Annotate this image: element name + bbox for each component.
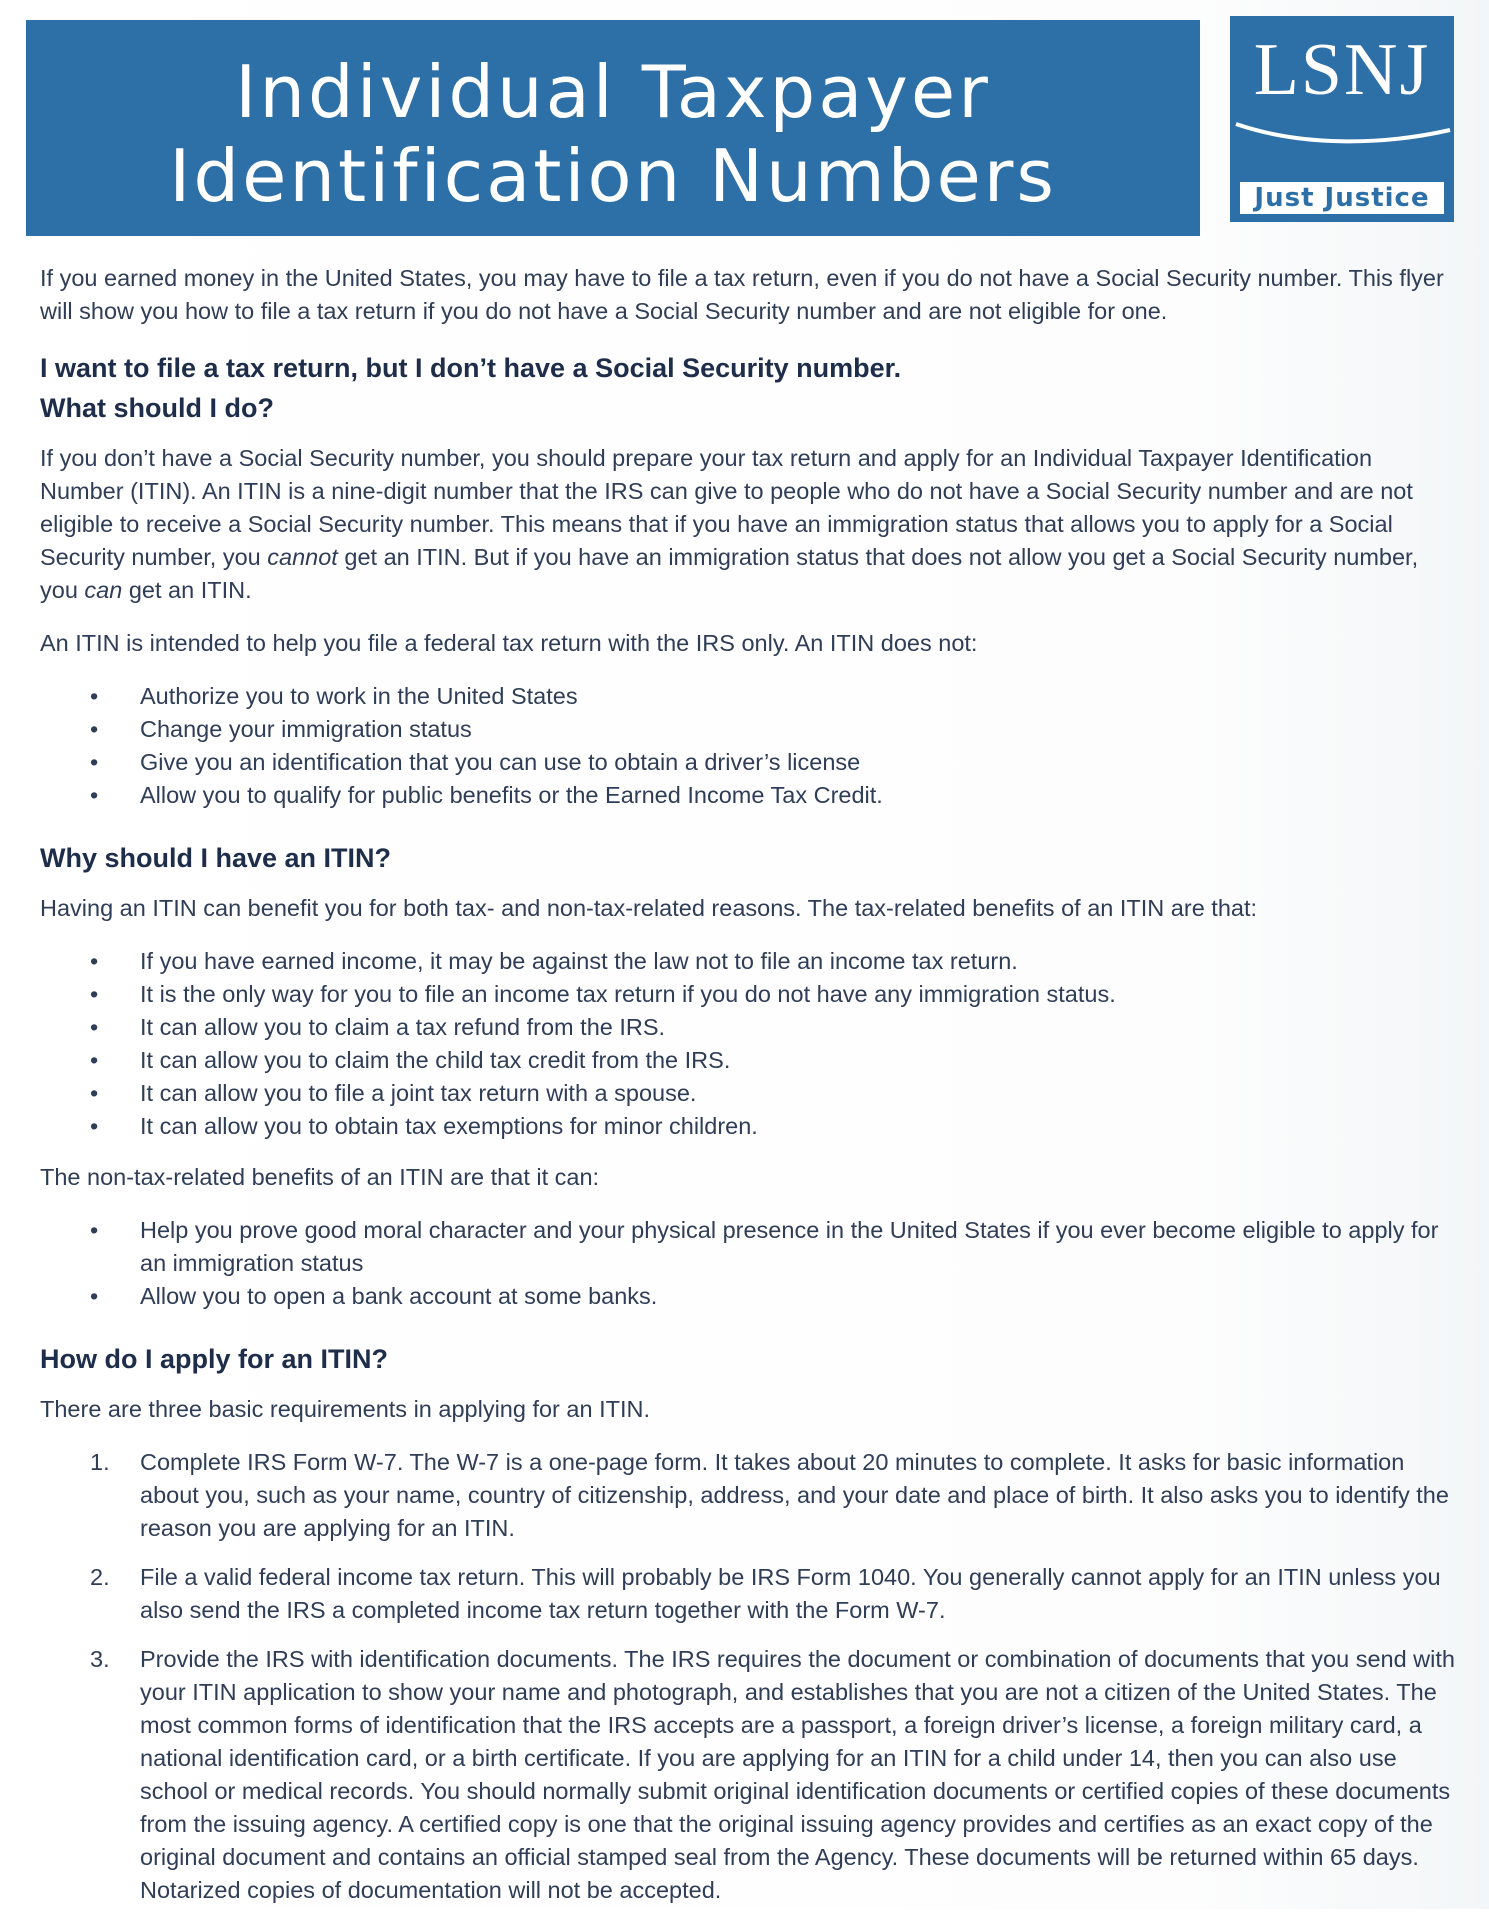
list-item <box>90 978 1460 1011</box>
list-item-text: Change your immigration status <box>140 716 472 742</box>
lsnj-logo <box>1230 16 1454 222</box>
bullet-icon: • <box>90 1283 99 1309</box>
list-item-text: It can allow you to claim the child tax credit from the IRS. <box>140 1047 731 1073</box>
tax-benefits-list <box>40 945 1460 1143</box>
intro-paragraph: If you earned money in the United States, you may have to file a tax return, even if you do not have a Social Security number. This flyer will show you how to file a tax return if you do not have a Social Security number and are not eligible for one. <box>40 265 1444 324</box>
list-item <box>90 746 1460 779</box>
section-2-heading: Why should I have an ITIN? <box>40 843 392 873</box>
bullet-icon: • <box>90 1217 99 1243</box>
non-tax-benefits-intro: The non-tax-related benefits of an ITIN are that it can: <box>40 1164 600 1190</box>
numbered-item <box>90 1446 1460 1545</box>
bullet-icon: • <box>90 683 99 709</box>
bullet-icon: • <box>90 1080 99 1106</box>
itin-definition-emphasis-can: can <box>84 577 123 603</box>
section-1-heading-line-2: What should I do? <box>40 393 274 423</box>
non-tax-benefits-list <box>40 1214 1460 1313</box>
list-item-text: Allow you to open a bank account at some banks. <box>140 1283 658 1309</box>
numbered-item-text: File a valid federal income tax return. This will probably be IRS Form 1040. You generally cannot apply for an ITIN unless you also send the IRS a completed income tax return together with the Form W-7. <box>140 1564 1441 1623</box>
list-item <box>90 713 1460 746</box>
title-banner <box>26 20 1200 236</box>
item-number: 2. <box>90 1564 110 1590</box>
list-item <box>90 945 1460 978</box>
logo-wordmark: LSNJ <box>1253 29 1431 111</box>
itin-definition-emphasis-cannot: cannot <box>267 544 338 570</box>
list-item <box>90 1214 1460 1280</box>
numbered-item <box>90 1643 1460 1907</box>
item-number: 3. <box>90 1646 110 1672</box>
list-item-text: Give you an identification that you can use to obtain a driver’s license <box>140 749 861 775</box>
itin-definition-paragraph <box>40 442 1460 607</box>
bullet-icon: • <box>90 716 99 742</box>
logo-tagline: Just Justice <box>1238 180 1446 216</box>
logo-swoosh-icon <box>1230 116 1454 156</box>
item-number: 1. <box>90 1449 110 1475</box>
title-line-1: Individual Taxpayer <box>235 50 991 134</box>
section-1-heading-line-1: I want to file a tax return, but I don’t have a Social Security number. <box>40 353 902 383</box>
tax-benefits-intro: Having an ITIN can benefit you for both tax- and non-tax-related reasons. The tax-related benefits of an ITIN are that: <box>40 895 1258 921</box>
itin-definition-text-b: get an ITIN. But if you have an immigration status that does not allow you get a Social Security number, you <box>40 544 1419 603</box>
bullet-icon: • <box>90 782 99 808</box>
document-body <box>40 262 1460 1923</box>
title-line-2: Identification Numbers <box>169 134 1057 218</box>
list-item <box>90 1110 1460 1143</box>
list-item <box>90 1077 1460 1110</box>
list-item-text: It can allow you to file a joint tax return with a spouse. <box>140 1080 697 1106</box>
requirements-list <box>40 1446 1460 1907</box>
numbered-item-text: Provide the IRS with identification documents. The IRS requires the document or combination of documents that you send with your ITIN application to show your name and photograph, and establishes that you are not a citizen of the United States. The most common forms of identification that the IRS accepts are a passport, a foreign driver’s license, a foreign military card, a national identification card, or a birth certificate. If you are applying for an ITIN for a child under 14, then you can also use school or medical records. You should normally submit original identification documents or certified copies of these documents from the issuing agency. A certified copy is one that the original issuing agency provides and certifies as an exact copy of the original document and contains an official stamped seal from the Agency. These documents will be returned within 65 days. Notarized copies of documentation will not be accepted. <box>140 1646 1455 1903</box>
requirements-intro: There are three basic requirements in applying for an ITIN. <box>40 1396 650 1422</box>
bullet-icon: • <box>90 981 99 1007</box>
list-item-text: If you have earned income, it may be against the law not to file an income tax return. <box>140 948 1018 974</box>
section-1-heading <box>40 348 1460 428</box>
bullet-icon: • <box>90 1047 99 1073</box>
bullet-icon: • <box>90 1014 99 1040</box>
list-item-text: Allow you to qualify for public benefits or the Earned Income Tax Credit. <box>140 782 883 808</box>
list-item <box>90 1011 1460 1044</box>
itin-definition-text-a: If you don’t have a Social Security number, you should prepare your tax return and apply for an Individual Taxpayer Identification Number (ITIN). An ITIN is a nine-digit number that the IRS can give to people who do not have a Social Security number and are not eligible to receive a Social Security number. This means that if you have an immigration status that allows you to apply for a Social Security number, you <box>40 445 1413 570</box>
bullet-icon: • <box>90 948 99 974</box>
itin-does-not-list <box>40 680 1460 812</box>
list-item <box>90 1044 1460 1077</box>
section-3-heading: How do I apply for an ITIN? <box>40 1344 388 1374</box>
list-item-text: It can allow you to obtain tax exemptions for minor children. <box>140 1113 758 1139</box>
list-item-text: Authorize you to work in the United States <box>140 683 578 709</box>
bullet-icon: • <box>90 749 99 775</box>
list-item <box>90 680 1460 713</box>
numbered-item <box>90 1561 1460 1627</box>
list-item <box>90 779 1460 812</box>
bullet-icon: • <box>90 1113 99 1139</box>
itin-does-not-paragraph: An ITIN is intended to help you file a federal tax return with the IRS only. An ITIN does not: <box>40 630 978 656</box>
list-item-text: It is the only way for you to file an income tax return if you do not have any immigration status. <box>140 981 1116 1007</box>
list-item-text: Help you prove good moral character and your physical presence in the United States if you ever become eligible to apply for an immigration status <box>140 1217 1439 1276</box>
list-item-text: It can allow you to claim a tax refund from the IRS. <box>140 1014 666 1040</box>
itin-definition-text-c: get an ITIN. <box>122 577 252 603</box>
list-item <box>90 1280 1460 1313</box>
numbered-item-text: Complete IRS Form W-7. The W-7 is a one-page form. It takes about 20 minutes to complete. It asks for basic information about you, such as your name, country of citizenship, address, and your date and place of birth. It also asks you to identify the reason you are applying for an ITIN. <box>140 1449 1449 1541</box>
